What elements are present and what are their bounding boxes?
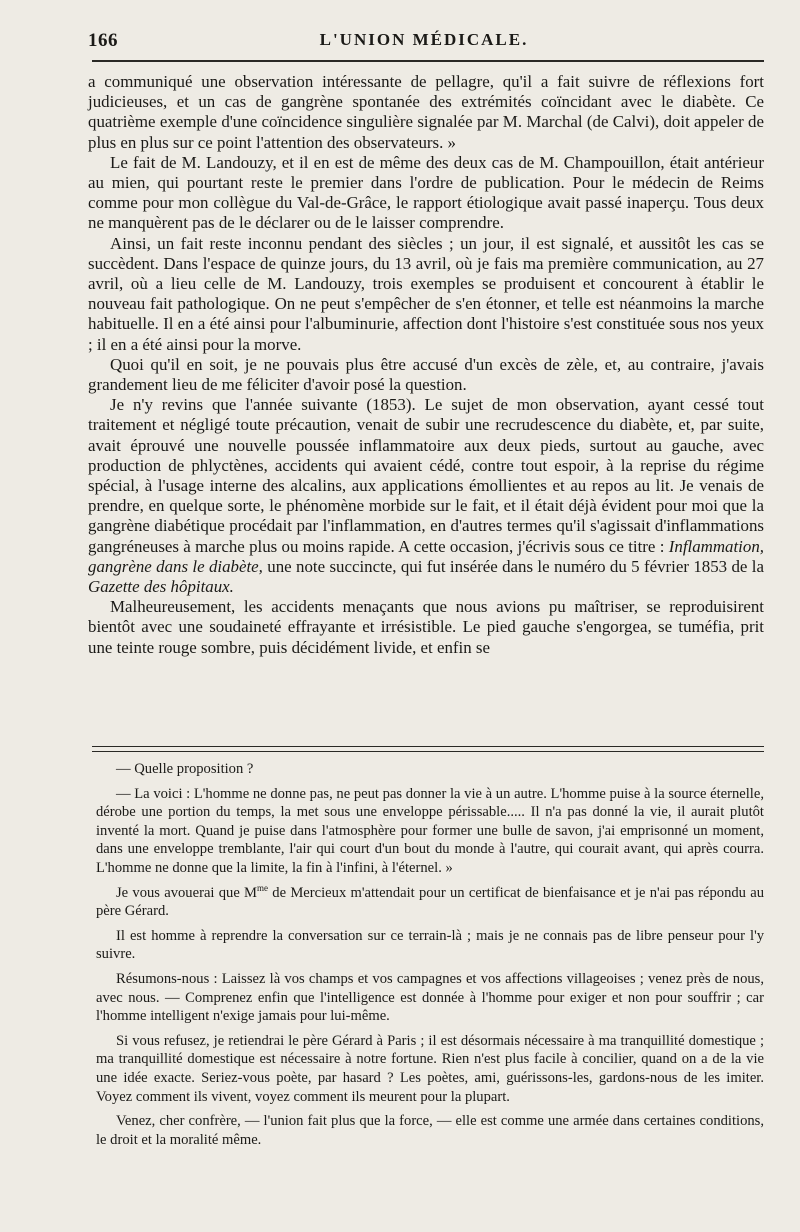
header-rule xyxy=(92,60,764,62)
paragraph-continuation: a communiqué une observation intéressante de pellagre, qu'il a fait suivre de réflexions fort judicieuses, et un cas de gangrène spontanée des extrémités coïncidant avec le diabète. Ce quatrième exemple d'une coïncidence singulière signalée par M. Marchal (de Calvi), doit appeler de plus en plus sur ce point l'attention des observateurs. » xyxy=(88,72,764,152)
journal-title: Gazette des hôpitaux. xyxy=(88,577,234,597)
feuilleton-reply: — La voici : L'homme ne donne pas, ne peut pas donner la vie à un autre. L'homme puise à la source éternelle, dérobe une portion du temps, la met sous une enveloppe périssable..... Il n'a pas donné la vie, il aurait plutôt inventé la mort. Quand je puise dans l'atmosphère pour former une bulle de savon, j'ai emprisonné un moment, dans une enveloppe tremblante, l'air qui court d'un bout du monde à l'autre, qui courait avant, qui après courra. L'homme ne donne que la limite, la fin à l'infini, à l'éternel. » xyxy=(96,785,764,876)
paragraph-1853-text: Je n'y revins que l'année suivante (1853). Le sujet de mon observation, ayant cessé tout traitement et négligé toute précaution, venait de subir une recrudescence du diabète, et, par suite, avait éprouvé une nouvelle poussée inflammatoire aux deux pieds, surtout au gauche, avec production de phlyctènes, accidents qui avaient cédé, contre tout espoir, à la reprise du régime spécial, à l'usage interne des alcalins, aux applications émollientes et au repos au lit. Je venais de prendre, en quelque sorte, le phénomène morbide sur le fait, et il était déjà évident pour moi que la gangrène diabétique procédait par l'inflammation, en d'autres termes qu'il s'agissait d'inflammations gangréneuses à marche plus ou moins rapide. A cette occasion, j'écrivis sous ce titre : xyxy=(88,395,764,556)
paragraph-1853-text-end: une note succincte, qui fut insérée dans le numéro du 5 février 1853 de la xyxy=(267,556,764,576)
running-head: L'UNION MÉDICALE. xyxy=(319,30,529,49)
feuilleton-section xyxy=(96,760,764,1155)
feuilleton-certificat-sup: me xyxy=(257,882,269,893)
paragraph-1853 xyxy=(88,395,764,597)
feuilleton-refusez: Si vous refusez, je retiendrai le père Gérard à Paris ; il est désormais nécessaire à ma tranquillité domestique ; ma tranquillité domestique est nécessaire à notre fortune. Rien n'est plus facile à concilier, quand on a de la vie une idée exacte. Seriez-vous poète, par hasard ? Les poètes, ami, guérissons-les, gardons-nous de les imiter. Voyez comment ils vivent, voyez comment ils meurent pour la plupart. xyxy=(96,1032,764,1105)
note-title: Inflammation, gangrène dans le diabète, xyxy=(88,536,764,576)
feuilleton-certificat xyxy=(96,884,764,921)
feuilleton-resumons: Résumons-nous : Laissez là vos champs et vos campagnes et vos affections villageoises ; venez près de nous, avec nous. — Comprenez enfin que l'intelligence est donnée à l'homme pour exiger et non pour souffrir ; car l'homme intelligent n'exige jamais pour lui-même. xyxy=(96,970,764,1025)
feuilleton-certificat-a: Je vous avouerai que M xyxy=(116,884,258,901)
feuilleton-venez: Venez, cher confrère, — l'union fait plus que la force, — elle est comme une armée dans certaines conditions, le droit et la moralité même. xyxy=(96,1113,764,1148)
page-header xyxy=(88,30,760,58)
paragraph-quoi: Quoi qu'il en soit, je ne pouvais plus être accusé d'un excès de zèle, et, au contraire, j'avais grandement lieu de me féliciter d'avoir posé la question. xyxy=(88,354,764,395)
paragraph-malheureusement: Malheureusement, les accidents menaçants que nous avions pu maîtriser, se reproduisirent bientôt avec une soudaineté effrayante et irrésistible. Le pied gauche s'engorgea, se tuméfia, prit une teinte rouge sombre, puis décidément livide, et enfin se xyxy=(88,597,764,657)
feuilleton-separator-bottom xyxy=(92,751,764,752)
main-article xyxy=(88,72,764,658)
feuilleton-libre-penseur: Il est homme à reprendre la conversation sur ce terrain-là ; mais je ne connais pas de libre penseur pour l'y suivre. xyxy=(96,927,764,963)
feuilleton-question: — Quelle proposition ? xyxy=(116,761,254,777)
paragraph-ainsi: Ainsi, un fait reste inconnu pendant des siècles ; un jour, il est signalé, et aussitôt les cas se succèdent. Dans l'espace de quinze jours, du 13 avril, où je fais ma première communication, au 27 avril, où a lieu celle de M. Landouzy, trois exemples se produisent et concourent à établir le nouveau fait pathologique. On ne peut s'empêcher de s'en étonner, et telle est néanmoins la marche habituelle. Il en a été ainsi pour l'albuminurie, affection dont l'histoire s'est constituée sous nos yeux ; il en a été ainsi pour la morve. xyxy=(88,233,764,354)
paragraph-landouzy: Le fait de M. Landouzy, et il en est de même des deux cas de M. Champouillon, était antérieur au mien, qui pourtant reste le premier dans l'ordre de publication. Pour le médecin de Reims comme pour mon collègue du Val-de-Grâce, le rapport étiologique avait passé inaperçu. Tous deux ne manquèrent pas de le déclarer ou de le laisser comprendre. xyxy=(88,152,764,233)
feuilleton-separator-top xyxy=(92,746,764,747)
page-number: 166 xyxy=(88,30,118,51)
feuilleton-certificat-b: de Mercieux m'attendait pour un certificat de bienfaisance et je n'ai pas répondu au père Gérard. xyxy=(96,884,764,920)
